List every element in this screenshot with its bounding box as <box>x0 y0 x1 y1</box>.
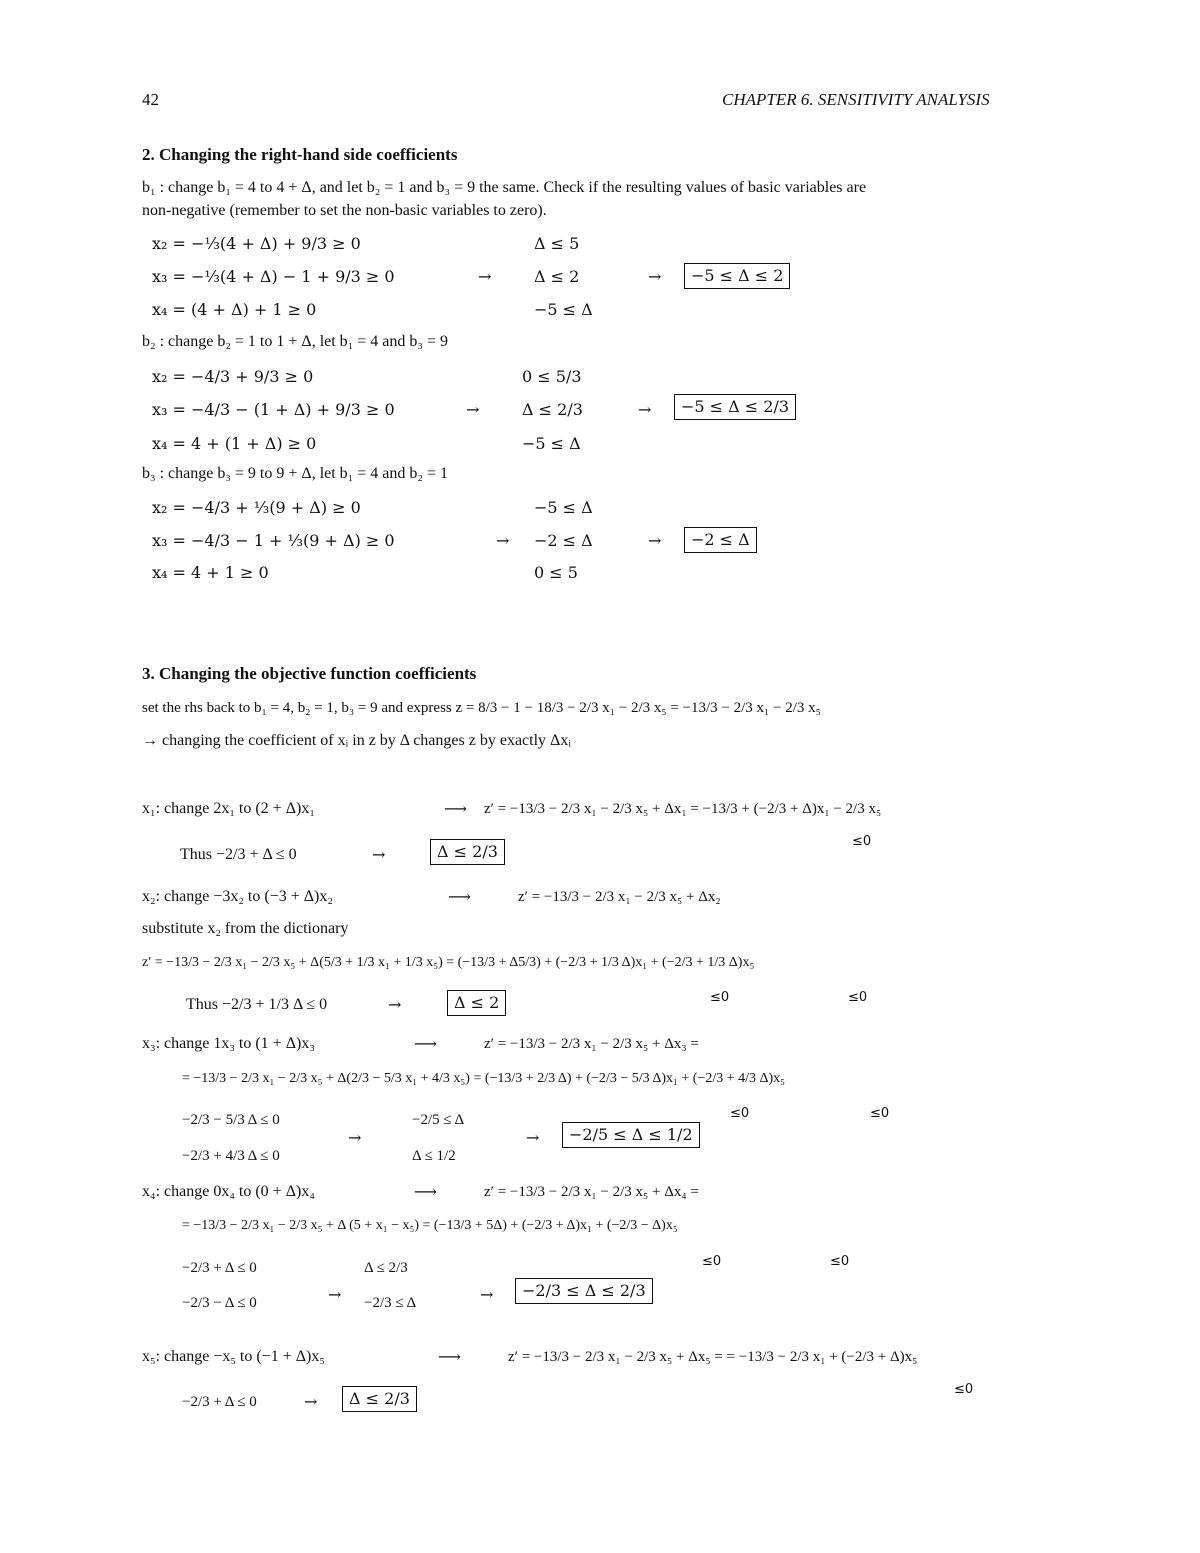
x3-le0-label-2: ≤0 <box>870 1106 890 1121</box>
x4-arrow: ⟶ <box>414 1182 437 1201</box>
x3-arrow: ⟶ <box>414 1034 437 1053</box>
x5-equation: z′ = −13/3 − 2/3 x₁ − 2/3 x₅ + Δx₅ = = −13/3 − 2/3 x₁ + (−2/3 + Δ)x₅ <box>508 1349 918 1365</box>
b2-row3-lhs: x₄ = 4 + (1 + Δ) ≥ 0 <box>152 434 317 453</box>
x3-result2: Δ ≤ 1/2 <box>412 1148 456 1164</box>
x2-arrow2: → <box>388 995 402 1014</box>
x3-equation2: = −13/3 − 2/3 x₁ − 2/3 x₅ + Δ(2/3 − 5/3 x₁ + 4/3 x₅) = (−13/3 + 2/3 Δ) + (−2/3 − 5/3 Δ)x₁ + (−2/3 + 4/3 Δ)x₅ <box>182 1071 786 1086</box>
b3-intro: b₃ : change b₃ = 9 to 9 + Δ, let b₁ = 4 and b₂ = 1 <box>142 465 448 482</box>
x2-substitute: substitute x₂ from the dictionary <box>142 920 349 937</box>
section2-heading: 2. Changing the right-hand side coefficients <box>142 145 458 164</box>
x1-le0-label: ≤0 <box>852 834 872 849</box>
b1-intro-line2: non-negative (remember to set the non-basic variables to zero). <box>142 202 547 219</box>
b3-row2-cond: −2 ≤ Δ <box>534 531 593 550</box>
b3-result-box: −2 ≤ Δ <box>684 527 757 553</box>
b2-row2-arrow2: → <box>638 400 652 419</box>
x3-equation: z′ = −13/3 − 2/3 x₁ − 2/3 x₅ + Δx₃ = <box>484 1036 699 1052</box>
section3-heading: 3. Changing the objective function coefficients <box>142 664 477 683</box>
running-title: CHAPTER 6. SENSITIVITY ANALYSIS <box>722 90 990 109</box>
x4-equation2: = −13/3 − 2/3 x₁ − 2/3 x₅ + Δ (5 + x₁ − x₅) = (−13/3 + 5Δ) + (−2/3 + Δ)x₁ + (−2/3 − Δ)x₅ <box>182 1218 678 1233</box>
b1-row1-cond: Δ ≤ 5 <box>534 234 580 253</box>
x4-arrow3: → <box>480 1285 494 1304</box>
x3-constraint2: −2/3 + 4/3 Δ ≤ 0 <box>182 1148 280 1164</box>
x3-result-box: −2/5 ≤ Δ ≤ 1/2 <box>562 1122 700 1148</box>
x2-thus: Thus −2/3 + 1/3 Δ ≤ 0 <box>186 996 328 1013</box>
x4-constraint1: −2/3 + Δ ≤ 0 <box>182 1260 257 1276</box>
b3-row2-arrow: → <box>496 531 510 550</box>
x5-result-box: Δ ≤ 2/3 <box>342 1386 417 1412</box>
b1-intro-line1: b₁ : change b₁ = 4 to 4 + Δ, and let b₂ = 1 and b₃ = 9 the same. Check if the resulting values of basic variables are <box>142 179 867 196</box>
b1-row3-lhs: x₄ = (4 + Δ) + 1 ≥ 0 <box>152 300 317 319</box>
b2-row3-cond: −5 ≤ Δ <box>522 434 581 453</box>
b2-row2-arrow: → <box>466 400 480 419</box>
x3-arrow2: → <box>348 1128 362 1147</box>
b1-row3-cond: −5 ≤ Δ <box>534 300 593 319</box>
x2-equation2: z′ = −13/3 − 2/3 x₁ − 2/3 x₅ + Δ(5/3 + 1/3 x₁ + 1/3 x₅) = (−13/3 + Δ5/3) + (−2/3 + 1/3 Δ)x₁ + (−2/3 + 1/3 Δ)x₅ <box>142 955 755 970</box>
b2-intro: b₂ : change b₂ = 1 to 1 + Δ, let b₁ = 4 and b₃ = 9 <box>142 333 448 350</box>
x1-label: x₁: change 2x₁ to (2 + Δ)x₁ <box>142 800 315 817</box>
section3-intro-line1: set the rhs back to b₁ = 4, b₂ = 1, b₃ = 9 and express z = 8/3 − 1 − 18/3 − 2/3 x₁ − 2/3 x₅ = −13/3 − 2/3 x₁ − 2/3 x₅ <box>142 700 821 716</box>
x5-arrow2: → <box>304 1392 318 1411</box>
b2-result-box: −5 ≤ Δ ≤ 2/3 <box>674 394 796 420</box>
x4-le0-label-2: ≤0 <box>830 1254 850 1269</box>
x1-arrow2: → <box>372 845 386 864</box>
x4-le0-label-1: ≤0 <box>702 1254 722 1269</box>
b3-row2-lhs: x₃ = −4/3 − 1 + ⅓(9 + Δ) ≥ 0 <box>152 531 395 550</box>
b1-row2-arrow2: → <box>648 267 662 286</box>
x1-result-box: Δ ≤ 2/3 <box>430 839 505 865</box>
x4-constraint2: −2/3 − Δ ≤ 0 <box>182 1295 257 1311</box>
x4-label: x₄: change 0x₄ to (0 + Δ)x₄ <box>142 1183 315 1200</box>
x2-le0-label-1: ≤0 <box>710 990 730 1005</box>
b1-row2-lhs: x₃ = −⅓(4 + Δ) − 1 + 9/3 ≥ 0 <box>152 267 395 286</box>
x2-result-box: Δ ≤ 2 <box>447 990 506 1016</box>
b1-row1-lhs: x₂ = −⅓(4 + Δ) + 9/3 ≥ 0 <box>152 234 361 253</box>
x2-le0-label-2: ≤0 <box>848 990 868 1005</box>
b2-row2-cond: Δ ≤ 2/3 <box>522 400 583 419</box>
x5-thus: −2/3 + Δ ≤ 0 <box>182 1394 257 1410</box>
x1-thus: Thus −2/3 + Δ ≤ 0 <box>180 846 297 863</box>
b2-row2-lhs: x₃ = −4/3 − (1 + Δ) + 9/3 ≥ 0 <box>152 400 395 419</box>
x3-le0-label-1: ≤0 <box>730 1106 750 1121</box>
b1-row2-arrow: → <box>478 267 492 286</box>
x2-equation: z′ = −13/3 − 2/3 x₁ − 2/3 x₅ + Δx₂ <box>518 889 721 905</box>
b2-row1-cond: 0 ≤ 5/3 <box>522 367 582 386</box>
x4-equation: z′ = −13/3 − 2/3 x₁ − 2/3 x₅ + Δx₄ = <box>484 1184 699 1200</box>
b1-result-box: −5 ≤ Δ ≤ 2 <box>684 263 790 289</box>
x1-equation: z′ = −13/3 − 2/3 x₁ − 2/3 x₅ + Δx₁ = −13/3 + (−2/3 + Δ)x₁ − 2/3 x₅ <box>484 801 882 817</box>
x5-label: x₅: change −x₅ to (−1 + Δ)x₅ <box>142 1348 325 1365</box>
b3-row1-cond: −5 ≤ Δ <box>534 498 593 517</box>
b3-row3-cond: 0 ≤ 5 <box>534 563 578 582</box>
b3-row3-lhs: x₄ = 4 + 1 ≥ 0 <box>152 563 269 582</box>
x5-arrow: ⟶ <box>438 1347 461 1366</box>
b1-row2-cond: Δ ≤ 2 <box>534 267 580 286</box>
page-number: 42 <box>142 90 159 109</box>
x1-arrow: ⟶ <box>444 799 467 818</box>
x2-arrow: ⟶ <box>448 887 471 906</box>
x4-result1: Δ ≤ 2/3 <box>364 1260 408 1276</box>
x4-arrow2: → <box>328 1285 342 1304</box>
x2-label: x₂: change −3x₂ to (−3 + Δ)x₂ <box>142 888 333 905</box>
x3-label: x₃: change 1x₃ to (1 + Δ)x₃ <box>142 1035 315 1052</box>
x3-constraint1: −2/3 − 5/3 Δ ≤ 0 <box>182 1112 280 1128</box>
x3-arrow3: → <box>526 1128 540 1147</box>
section3-intro-line2: → changing the coefficient of xᵢ in z by Δ changes z by exactly Δxᵢ <box>142 732 571 749</box>
x3-result1: −2/5 ≤ Δ <box>412 1112 465 1128</box>
x4-result-box: −2/3 ≤ Δ ≤ 2/3 <box>515 1278 653 1304</box>
b3-row1-lhs: x₂ = −4/3 + ⅓(9 + Δ) ≥ 0 <box>152 498 361 517</box>
b3-row2-arrow2: → <box>648 531 662 550</box>
b2-row1-lhs: x₂ = −4/3 + 9/3 ≥ 0 <box>152 367 314 386</box>
x5-le0-label: ≤0 <box>954 1382 974 1397</box>
x4-result2: −2/3 ≤ Δ <box>364 1295 417 1311</box>
